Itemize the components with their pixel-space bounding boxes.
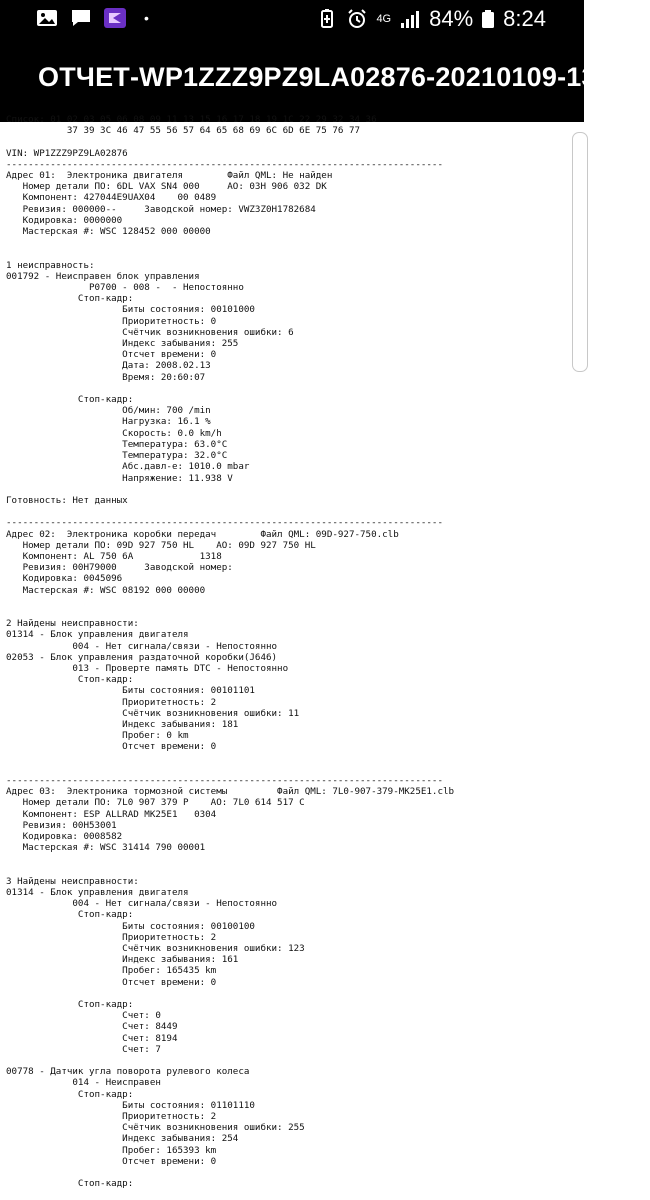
scrollbar[interactable] [572, 132, 588, 372]
battery-saver-icon [316, 9, 338, 29]
messages-icon [70, 8, 92, 28]
document-title: ОТЧЕТ-WP1ZZZ9PZ9LA02876-20210109-1326... [38, 62, 650, 92]
network-type: 4G [376, 13, 392, 25]
alarm-icon [346, 9, 368, 29]
clock: 8:24 [503, 6, 546, 31]
title-bar [0, 38, 650, 122]
report-text: Список: 01 02 03 05 06 08 09 11 13 15 16 17 18 19 1C 22 29 32 34 36 37 39 3C 46 47 55 56 57 64 65 68 69 6C 6D 6E 75 76 77 VIN: WP1ZZZ9PZ9LA02876 ------------------------------------------------------------------------------- Адрес 01: Электроника двигателя Файл QML: Не найден Номер детали ПО: 6DL VAX SN4 000 AO: 03H 906 032 DK Компонент: 427044E9UAX04 00 0489 Ревизия: 000000-- Заводской номер: VWZ3Z0H1782684 Кодировка: 0000000 Мастерская #: WSC 128452 000 00000 1 неисправность: 001792 - Неисправен блок управления P0700 - 008 - - Непостоянно Стоп-кадр: Биты состояния: 00101000 Приоритетность: 0 Счётчик возникновения ошибки: 6 Индекс забывания: 255 Отсчет времени: 0 Дата: 2008.02.13 Время: 20:60:07 Стоп-кадр: Об/мин: 700 /min Нагрузка: 16.1 % Скорость: 0.0 km/h Температура: 63.0°C Температура: 32.0°C Абс.давл-е: 1010.0 mbar Напряжение: 11.938 V Готовность: Нет данных ------------------------------------------------------------------------------- Адрес 02: Электроника коробки передач Файл QML: 09D-927-750.clb Номер детали ПО: 09D 927 750 HL AO: 09D 927 750 HL Компонент: AL 750 6A 1318 Ревизия: 00H79000 Заводской номер: Кодировка: 0045096 Мастерская #: WSC 08192 000 00000 2 Найдены неисправности: 01314 - Блок управления двигателя 004 - Нет сигнала/связи - Непостоянно 02053 - Блок управления раздаточной коробки(J646) 013 - Проверте память DTC - Непостоянно Стоп-кадр: Биты состояния: 00101101 Приоритетность: 2 Счётчик возникновения ошибки: 11 Индекс забывания: 181 Пробег: 0 km Отсчет времени: 0 ------------------------------------------------------------------------------- Адрес 03: Электроника тормозной системы Файл QML: 7L0-907-379-MK25E1.clb Номер детали ПО: 7L0 907 379 P AO: 7L0 614 517 C Компонент: ESP ALLRAD MK25E1 0304 Ревизия: 00H53001 Кодировка: 0008582 Мастерская #: WSC 31414 790 00001 3 Найдены неисправности: 01314 - Блок управления двигателя 004 - Нет сигнала/связи - Непостоянно Стоп-кадр: Биты состояния: 00100100 Приоритетность: 2 Счётчик возникновения ошибки: 123 Индекс забывания: 161 Пробег: 165435 km Отсчет времени: 0 Стоп-кадр: Счет: 0 Счет: 8449 Счет: 8194 Счет: 7 00778 - Датчик угла поворота рулевого колеса 014 - Неисправен Стоп-кадр: Биты состояния: 01101110 Приоритетность: 2 Счётчик возникновения ошибки: 255 Индекс забывания: 254 Пробег: 165393 km Отсчет времени: 0 Стоп-кадр: [6, 114, 455, 1190]
notification-dot: • [144, 10, 149, 26]
app-icon [104, 8, 126, 28]
gallery-icon [36, 8, 58, 28]
battery-icon [481, 9, 495, 29]
battery-percent: 84% [429, 6, 474, 31]
status-bar [0, 0, 584, 38]
signal-icon [399, 9, 421, 29]
notification-icons [36, 8, 149, 28]
system-status [316, 6, 546, 32]
